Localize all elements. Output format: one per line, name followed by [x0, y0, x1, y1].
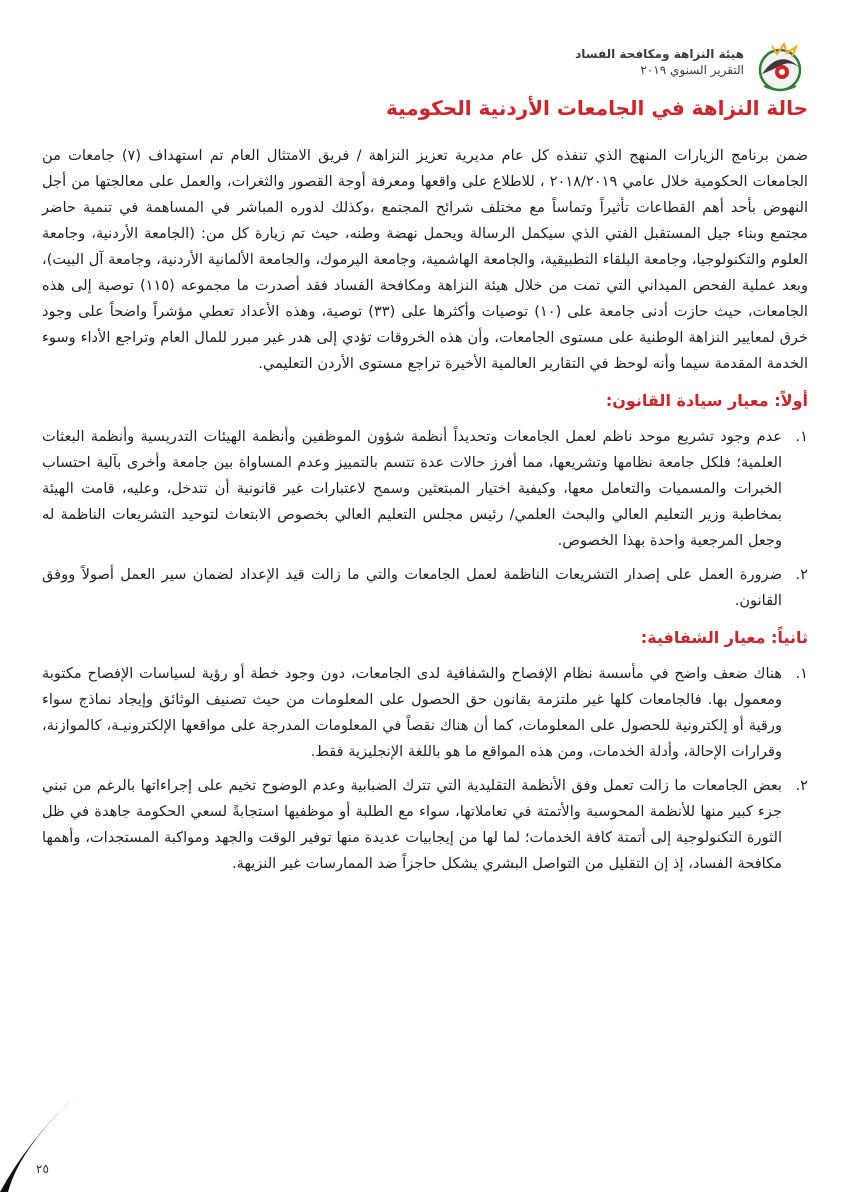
list-item — [42, 562, 808, 614]
section-heading-rule-of-law: أولاً: معيار سيادة القانون: — [605, 391, 808, 410]
item-number: ١. — [795, 428, 808, 445]
intro-paragraph: ضمن برنامج الزيارات المنهج الذي تنفذه كل عام مديرية تعزيز النزاهة / فريق الامتثال العام تم استهداف (٧) جامعات من الجامعات الحكومية خلال عامي ٢٠١٨/٢٠١٩ ، للاطلاع على واقعها ومعرفة أوجة القصور والثغرات، والعمل على معالجتها من أجل النهوض بأحد أهم القطاعات تأثيراً وتماساً مع مختلف شرائح المجتمع ،وكذلك لدوره المباشر في المساهمة في تنمية حاضر مجتمع وبناء جيل المستقبل الفتي الذي سيكمل الرسالة ويحمل نهضة وطنه، حيث تم زيارة كل من: (الجامعة الأردنية، وجامعة العلوم والتكنولوجيا، وجامعة البلقاء التطبيقية، والجامعة الهاشمية، وجامعة اليرموك، والجامعة الألمانية الأردنية، وجامعة آل البيت)، وبعد عملية الفحص الميداني التي تمت من خلال هيئة النزاهة ومكافحة الفساد فقد أصدرت ما مجموعه (١١٥) توصية إلى هذه الجامعات، حيث حازت أدنى جامعة على (١٠) توصيات وأكثرها على (٣٣) توصية، وهذه الأعداد تعطي مؤشراً واضحاً على وجود خرق لمعايير النزاهة الوطنية على مستوى الجامعات، وأن هذه الخروقات تؤدي إلى هدر غير مبرر للمال العام وتراجع الأداء وسوء الخدمة المقدمة سيما وأنه لوحظ في التقارير العالمية الأخيرة تراجع مستوى الأردن التعليمي. — [42, 147, 808, 372]
list-item — [42, 424, 808, 554]
item-number: ١. — [795, 665, 808, 682]
page-number: ٢٥ — [36, 1162, 49, 1176]
report-title: التقرير السنوي ٢٠١٩ — [640, 63, 744, 77]
list-item — [42, 661, 808, 765]
header-text — [575, 46, 744, 78]
corner-swoosh-decoration — [0, 1092, 80, 1192]
rule-of-law-list — [42, 424, 808, 614]
page-header — [570, 38, 810, 98]
transparency-list — [42, 661, 808, 877]
section-heading-transparency: ثانياً: معيار الشفافية: — [640, 628, 808, 647]
main-content — [42, 143, 808, 891]
page-title: حالة النزاهة في الجامعات الأردنية الحكومية — [385, 96, 808, 120]
organization-name: هيئة النزاهة ومكافحة الفساد — [575, 47, 744, 61]
item-text: عدم وجود تشريع موحد ناظم لعمل الجامعات وتحديداً أنظمة شؤون الموظفين وأنظمة الهيئات التدريسية وأنظمة البعثات العلمية؛ فلكل جامعة نظامها وتشريعها، مما أفرز حالات عدة تتسم بالتمييز وعدم المساواة بين جامعة وأخرى بآلية احتساب الخبرات والمسميات والتعامل معها، وكيفية اختيار المبتعثين وسمح لاعتبارات غير قانونية أن تتدخل، وعليه، قامت الهيئة بمخاطبة وزير التعليم العالي والبحث العلمي/ رئيس مجلس التعليم العالي بخصوص الابتعاث لتوحيد التشريعات الناظمة له وجعل المرجعية واحدة بهذا الخصوص. — [42, 428, 782, 549]
item-number: ٢. — [795, 777, 808, 794]
falcon-emblem-icon — [752, 38, 810, 94]
item-text: بعض الجامعات ما زالت تعمل وفق الأنظمة التقليدية التي تترك الضبابية وعدم الوضوح تخيم على إجراءاتها بالرغم من تبني جزء كبير منها للأنظمة المحوسبة والأتمتة في تعاملاتها، سواء مع الطلبة أو موظفيها استجابةً لسعي الحكومة جاهدة في ظل الثورة التكنولوجية إلى أتمتة كافة الخدمات؛ لما لها من إيجابيات عديدة منها توفير الوقت والجهد ومواكبة المستجدات، وأهمها مكافحة الفساد، إذ إن التقليل من التواصل البشري يشكل حاجزاً ضد الممارسات غير النزيهة. — [42, 777, 782, 872]
list-item — [42, 773, 808, 877]
item-text: هناك ضعف واضح في مأسسة نظام الإفصاح والشفافية لدى الجامعات، دون وجود خطة أو رؤية لسياسات الإفصاح مكتوبة ومعمول بها. فالجامعات كلها غير ملتزمة بقانون حق الحصول على المعلومات من حيث تصنيف الوثائق وإيجاد نماذج سواء ورقية أو إلكترونية للحصول على المعلومات، كما أن هناك نقصاً في المعلومات المدرجة على مواقعها الإلكترونيـة، كالموازنة، وقرارات الإحالة، وأدلة الخدمات، ومن هذه المواقع ما هو باللغة الإنجليزية فقط. — [42, 665, 782, 760]
item-number: ٢. — [795, 566, 808, 583]
item-text: ضرورة العمل على إصدار التشريعات الناظمة لعمل الجامعات والتي ما زالت قيد الإعداد لضمان سير العمل أصولاً ووفق القانون. — [42, 566, 782, 609]
